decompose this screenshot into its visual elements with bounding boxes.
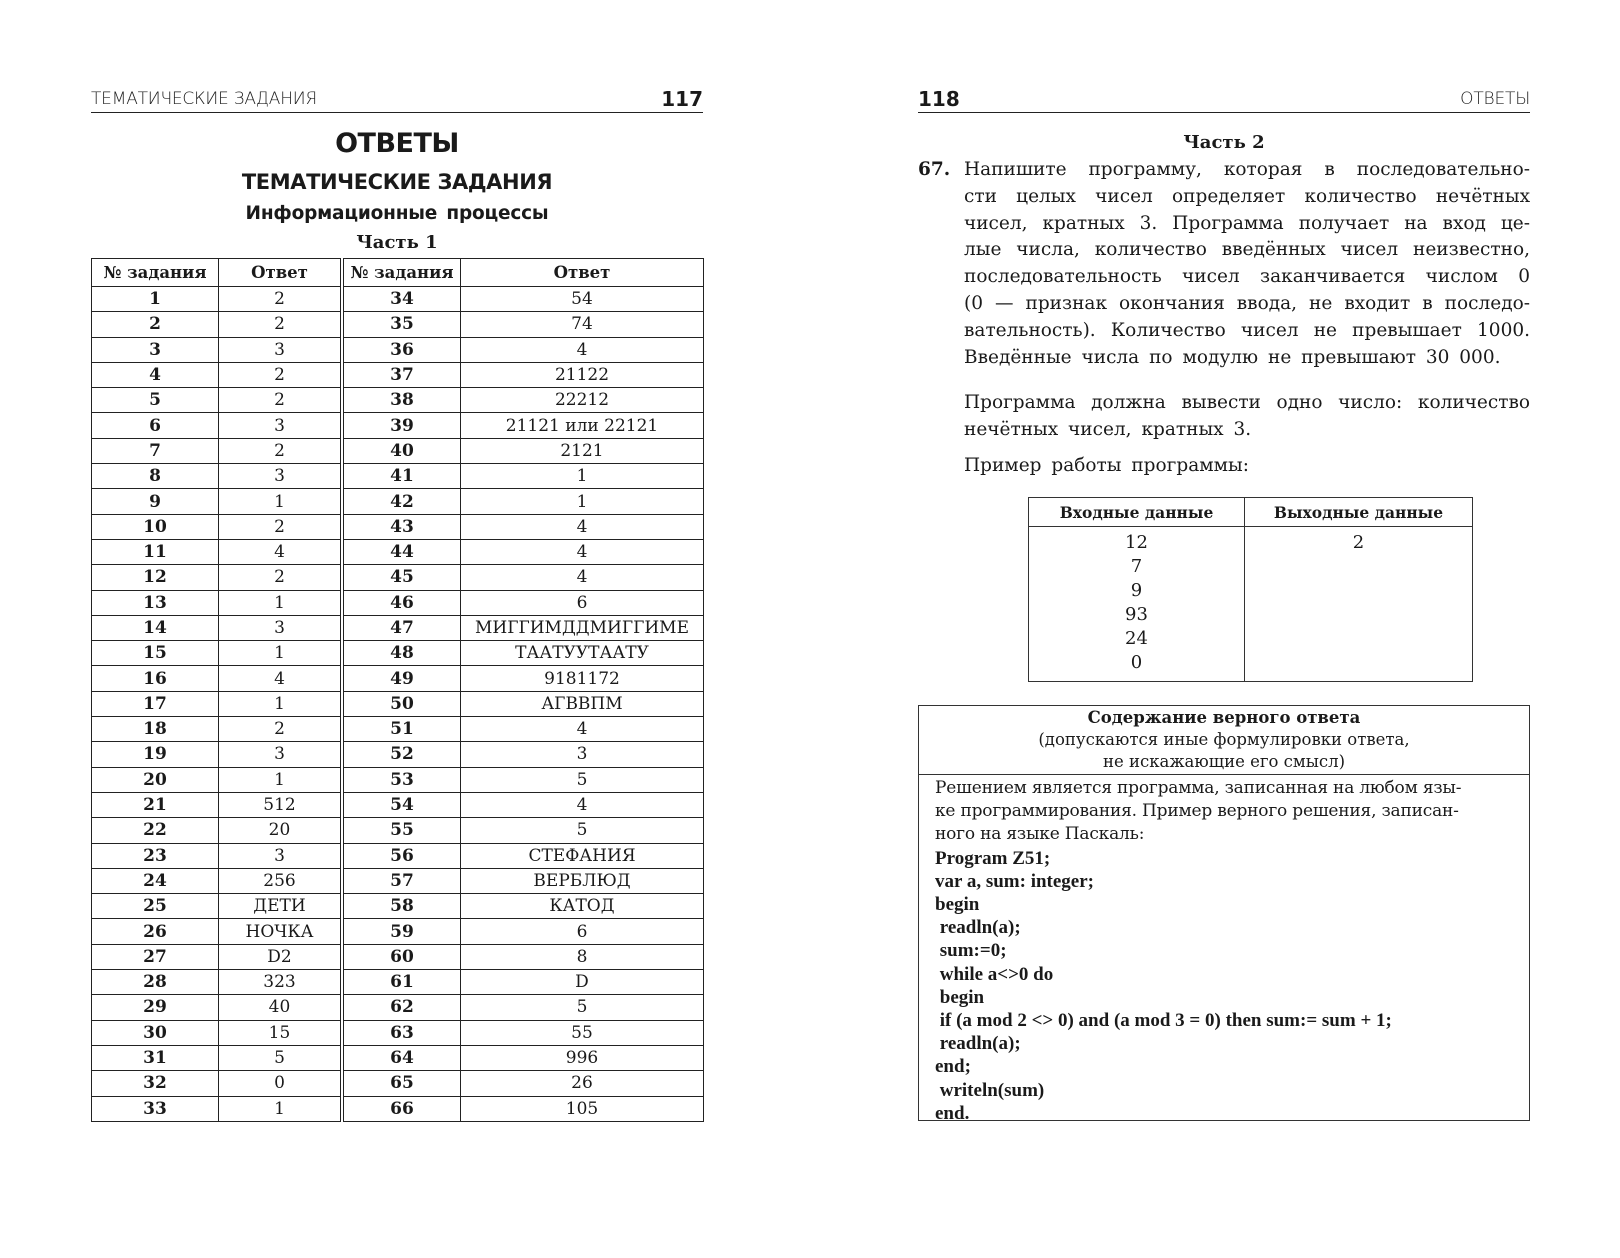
task-number-cell: 45 [342, 565, 461, 590]
answer-cell: ТААТУУТААТУ [461, 641, 704, 666]
table-row [92, 287, 704, 312]
task-number-cell: 59 [342, 919, 461, 944]
task-number-cell: 6 [92, 413, 219, 438]
task-number-cell: 60 [342, 944, 461, 969]
answer-cell: 4 [461, 514, 704, 539]
task-text [964, 157, 1530, 371]
answer-cell: 3 [219, 337, 343, 362]
table-row [92, 843, 704, 868]
task-number-cell: 52 [342, 742, 461, 767]
answer-cell: 4 [219, 666, 343, 691]
answer-box-note: (допускаются иные формулировки ответа, [1038, 730, 1410, 749]
section-subtitle: ТЕМАТИЧЕСКИЕ ЗАДАНИЯ [241, 170, 553, 194]
task-number: 67. [918, 159, 951, 180]
task-text-line: чисел, кратных 3. Программа получает на вход це- [964, 212, 1530, 234]
table-row [92, 438, 704, 463]
table-row [92, 312, 704, 337]
answer-cell: 4 [461, 539, 704, 564]
task-number-cell: 62 [342, 995, 461, 1020]
answer-cell: 1 [219, 691, 343, 716]
task-number-cell: 39 [342, 413, 461, 438]
code-line: readln(a); [935, 1033, 1021, 1055]
task-number-cell: 2 [92, 312, 219, 337]
code-line: sum:=0; [935, 940, 1007, 962]
answer-cell: 512 [219, 792, 343, 817]
answer-cell: 2 [219, 717, 343, 742]
task-number-cell: 5 [92, 388, 219, 413]
task-number-cell: 12 [92, 565, 219, 590]
task-number-cell: 38 [342, 388, 461, 413]
answers-table [91, 258, 704, 1122]
task-number-cell: 37 [342, 362, 461, 387]
answer-cell: 2 [219, 287, 343, 312]
answer-cell: 15 [219, 1020, 343, 1045]
task-number-cell: 13 [92, 590, 219, 615]
code-line: begin [935, 986, 985, 1008]
table-row [92, 995, 704, 1020]
task-number-cell: 1 [92, 287, 219, 312]
answer-cell: 996 [461, 1045, 704, 1070]
column-header: Ответ [461, 259, 704, 287]
table-row [92, 894, 704, 919]
answer-cell: 54 [461, 287, 704, 312]
task-number-cell: 33 [92, 1096, 219, 1121]
table-row [92, 792, 704, 817]
answer-cell: 1 [461, 464, 704, 489]
table-row [92, 565, 704, 590]
answer-cell: 3 [461, 742, 704, 767]
task-number-cell: 53 [342, 767, 461, 792]
task-number-cell: 43 [342, 514, 461, 539]
task-text-line: Введённые числа по модулю не превышают 30 000. [964, 346, 1501, 368]
correct-answer-box [918, 705, 1530, 1124]
table-row [92, 742, 704, 767]
code-line: var a, sum: integer; [935, 870, 1095, 892]
input-value: 93 [1125, 604, 1148, 625]
task-number-cell: 63 [342, 1020, 461, 1045]
answer-box-header [919, 706, 1529, 775]
task-text-line: сти целых чисел определяет количество нечётных [964, 185, 1530, 207]
table-row [1029, 527, 1473, 682]
table-row [92, 337, 704, 362]
task-number-cell: 66 [342, 1096, 461, 1121]
task-number-cell: 8 [92, 464, 219, 489]
task-number-cell: 24 [92, 868, 219, 893]
column-header: Выходные данные [1245, 498, 1473, 527]
task-number-cell: 27 [92, 944, 219, 969]
task-number-cell: 49 [342, 666, 461, 691]
task-text-line: Напишите программу, которая в последовательно- [964, 159, 1530, 180]
answer-cell: 5 [461, 995, 704, 1020]
answer-cell: 256 [219, 868, 343, 893]
solution-intro-line: ке программирования. Пример верного решения, записан- [935, 801, 1459, 822]
answer-cell: 3 [219, 843, 343, 868]
column-header: Входные данные [1029, 498, 1245, 527]
column-header: Ответ [219, 259, 343, 287]
part-heading: Часть 2 [1183, 132, 1265, 153]
answer-cell: 2 [219, 514, 343, 539]
task-number-cell: 30 [92, 1020, 219, 1045]
answer-cell: НОЧКА [219, 919, 343, 944]
table-row [92, 413, 704, 438]
task-number-cell: 32 [92, 1071, 219, 1096]
code-line: if (a mod 2 <> 0) and (a mod 3 = 0) then sum:= sum + 1; [935, 1010, 1392, 1032]
answer-cell: 3 [219, 742, 343, 767]
task-number-cell: 10 [92, 514, 219, 539]
task-number-cell: 25 [92, 894, 219, 919]
task-number-cell: 58 [342, 894, 461, 919]
output-text-line: Программа должна вывести одно число: количество [964, 392, 1530, 413]
solution-intro-line: Решением является программа, записанная на любом язы- [935, 778, 1462, 798]
answer-cell: 21122 [461, 362, 704, 387]
task-number-cell: 61 [342, 970, 461, 995]
answer-box-body [919, 775, 1529, 1125]
table-row [92, 514, 704, 539]
task-number-cell: 56 [342, 843, 461, 868]
answer-box-note: не искажающие его смысл) [1102, 752, 1346, 771]
answer-cell: 2 [219, 565, 343, 590]
task-text-line: последовательность чисел заканчивается числом 0 [964, 266, 1530, 288]
answer-cell: ДЕТИ [219, 894, 343, 919]
task-number-cell: 3 [92, 337, 219, 362]
topic-heading: Информационные процессы [245, 203, 549, 224]
column-header: № задания [92, 259, 219, 287]
answer-cell: 3 [219, 615, 343, 640]
task-number-cell: 46 [342, 590, 461, 615]
table-row [92, 539, 704, 564]
task-number-cell: 64 [342, 1045, 461, 1070]
answer-cell: 1 [219, 590, 343, 615]
pascal-code [935, 847, 1529, 1125]
page-number: 117 [661, 87, 703, 111]
answer-cell: 4 [461, 565, 704, 590]
running-head [91, 86, 703, 113]
answer-cell: 2121 [461, 438, 704, 463]
task-number-cell: 48 [342, 641, 461, 666]
answer-cell: СТЕФАНИЯ [461, 843, 704, 868]
task-number-cell: 50 [342, 691, 461, 716]
task-number-cell: 31 [92, 1045, 219, 1070]
answer-cell: 3 [219, 464, 343, 489]
answer-cell: ВЕРБЛЮД [461, 868, 704, 893]
output-text-line: нечётных чисел, кратных 3. [964, 418, 1252, 440]
task-number-cell: 44 [342, 539, 461, 564]
running-head-title: ТЕМАТИЧЕСКИЕ ЗАДАНИЯ [91, 89, 318, 109]
answer-cell: 4 [461, 717, 704, 742]
answer-cell: 4 [219, 539, 343, 564]
answer-cell: 4 [461, 792, 704, 817]
task-output-requirement [964, 390, 1530, 444]
task-number-cell: 54 [342, 792, 461, 817]
table-row [92, 767, 704, 792]
table-row [92, 1045, 704, 1070]
task-number-cell: 7 [92, 438, 219, 463]
answer-cell: 1 [219, 641, 343, 666]
table-row [92, 666, 704, 691]
task-number-cell: 15 [92, 641, 219, 666]
answer-cell: 0 [219, 1071, 343, 1096]
answer-cell: 1 [219, 767, 343, 792]
table-row [92, 868, 704, 893]
task-number-cell: 21 [92, 792, 219, 817]
answer-cell: 55 [461, 1020, 704, 1045]
task-text-line: (0 — признак окончания ввода, не входит в последо- [964, 292, 1530, 314]
table-row [92, 1071, 704, 1096]
task-number-cell: 40 [342, 438, 461, 463]
task-number-cell: 4 [92, 362, 219, 387]
output-value: 2 [1352, 532, 1365, 553]
task-number-cell: 42 [342, 489, 461, 514]
answer-cell: 1 [219, 1096, 343, 1121]
table-row [92, 970, 704, 995]
input-value: 12 [1125, 532, 1148, 553]
table-row [92, 388, 704, 413]
answer-cell: 26 [461, 1071, 704, 1096]
answer-cell: 6 [461, 919, 704, 944]
example-io-table [1028, 497, 1473, 682]
page-number: 118 [918, 87, 960, 111]
table-row [92, 464, 704, 489]
answer-cell: 5 [461, 767, 704, 792]
task-number-cell: 23 [92, 843, 219, 868]
code-line: readln(a); [935, 917, 1021, 939]
answer-cell: 2 [219, 312, 343, 337]
task-number-cell: 36 [342, 337, 461, 362]
task-number-cell: 19 [92, 742, 219, 767]
task-number-cell: 47 [342, 615, 461, 640]
example-label: Пример работы программы: [964, 455, 1249, 476]
table-header-row [1029, 498, 1473, 527]
task-number-cell: 34 [342, 287, 461, 312]
answer-cell: 2 [219, 388, 343, 413]
answer-cell: 8 [461, 944, 704, 969]
table-row [92, 590, 704, 615]
task-number-cell: 20 [92, 767, 219, 792]
task-number-cell: 14 [92, 615, 219, 640]
table-row [92, 818, 704, 843]
input-value: 7 [1130, 556, 1143, 577]
table-row [92, 944, 704, 969]
answer-cell: 2 [219, 362, 343, 387]
task-text-line: вательность). Количество чисел не превышает 1000. [964, 319, 1530, 341]
code-line: end. [935, 1102, 970, 1124]
answer-box-title: Содержание верного ответа [1087, 708, 1361, 727]
answer-cell: 74 [461, 312, 704, 337]
table-row [92, 489, 704, 514]
answer-cell: 20 [219, 818, 343, 843]
left-page [91, 0, 703, 1258]
task-number-cell: 16 [92, 666, 219, 691]
right-page [918, 0, 1530, 1258]
table-row [92, 1020, 704, 1045]
task-number-cell: 35 [342, 312, 461, 337]
answer-cell: 22212 [461, 388, 704, 413]
code-line: writeln(sum) [935, 1079, 1045, 1101]
running-head-title: ОТВЕТЫ [1460, 89, 1530, 109]
input-value: 9 [1130, 580, 1143, 601]
task-number-cell: 11 [92, 539, 219, 564]
solution-intro [935, 777, 1529, 847]
code-line: Program Z51; [935, 847, 1051, 869]
answer-cell: 3 [219, 413, 343, 438]
answer-cell: 40 [219, 995, 343, 1020]
task-number-cell: 22 [92, 818, 219, 843]
task-number-cell: 28 [92, 970, 219, 995]
code-line: begin [935, 894, 980, 916]
table-row [92, 1096, 704, 1121]
answer-cell: 5 [219, 1045, 343, 1070]
part-heading: Часть 1 [356, 232, 438, 253]
input-value: 24 [1125, 628, 1148, 649]
answer-cell: 2 [219, 438, 343, 463]
task-67 [918, 157, 1530, 371]
task-number-cell: 41 [342, 464, 461, 489]
table-row [92, 362, 704, 387]
task-number-cell: 17 [92, 691, 219, 716]
input-data-cell [1029, 527, 1245, 682]
table-row [92, 615, 704, 640]
running-head [918, 86, 1530, 113]
answer-cell: МИГГИМДДМИГГИМЕ [461, 615, 704, 640]
answer-cell: D [461, 970, 704, 995]
task-number-cell: 18 [92, 717, 219, 742]
column-header: № задания [342, 259, 461, 287]
answer-cell: 323 [219, 970, 343, 995]
task-number-cell: 57 [342, 868, 461, 893]
answer-cell: 1 [219, 489, 343, 514]
answer-cell: 6 [461, 590, 704, 615]
solution-intro-line: ного на языке Паскаль: [935, 824, 1145, 845]
answer-cell: 21121 или 22121 [461, 413, 704, 438]
task-number-cell: 29 [92, 995, 219, 1020]
table-row [92, 919, 704, 944]
task-number-cell: 65 [342, 1071, 461, 1096]
output-data-cell [1245, 527, 1473, 682]
table-row [92, 691, 704, 716]
answer-cell: 5 [461, 818, 704, 843]
answer-cell: D2 [219, 944, 343, 969]
answer-cell: 4 [461, 337, 704, 362]
task-number-cell: 9 [92, 489, 219, 514]
answer-cell: АГВВПМ [461, 691, 704, 716]
answer-cell: 105 [461, 1096, 704, 1121]
table-row [92, 641, 704, 666]
task-number-cell: 51 [342, 717, 461, 742]
task-number-cell: 55 [342, 818, 461, 843]
table-header-row [92, 259, 704, 287]
table-row [92, 717, 704, 742]
input-value: 0 [1130, 652, 1143, 673]
answer-cell: КАТОД [461, 894, 704, 919]
answer-cell: 1 [461, 489, 704, 514]
section-title: ОТВЕТЫ [335, 128, 459, 159]
code-line: while a<>0 do [935, 963, 1054, 985]
answer-cell: 9181172 [461, 666, 704, 691]
task-number-cell: 26 [92, 919, 219, 944]
task-text-line: лые числа, количество введённых чисел неизвестно, [964, 239, 1530, 261]
code-line: end; [935, 1056, 971, 1078]
